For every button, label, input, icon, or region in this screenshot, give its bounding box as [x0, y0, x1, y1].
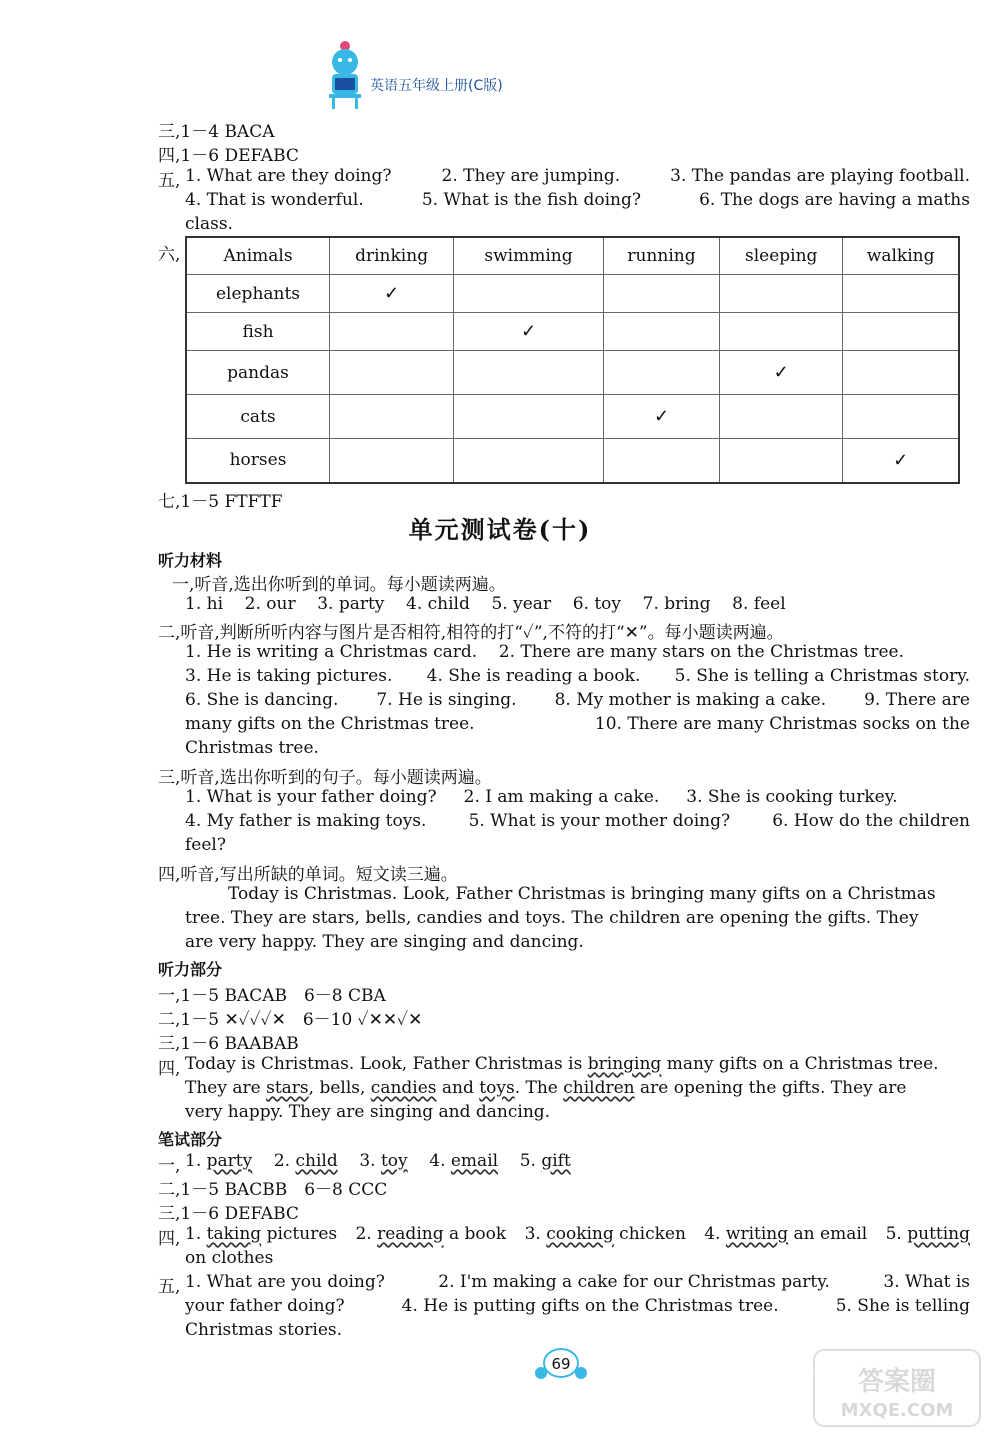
text: Today is Christmas. Look, Father Christmas is	[185, 1054, 588, 1074]
answer-passage-line	[185, 1054, 939, 1074]
text: 3. She is cooking turkey.	[686, 787, 898, 807]
filled-word: stars	[266, 1078, 309, 1098]
text: . The	[514, 1078, 564, 1098]
question-title: 三,听音,选出你听到的句子。每小题读两遍。	[158, 768, 492, 788]
q2-line: Christmas tree.	[185, 738, 319, 758]
check-cell	[843, 351, 959, 395]
check-cell	[454, 395, 604, 439]
answer-item	[886, 1224, 970, 1244]
q3-line: feel?	[185, 835, 226, 855]
answer-item	[704, 1224, 867, 1244]
q2-line	[185, 666, 970, 686]
filled-word: reading	[377, 1224, 444, 1244]
check-cell	[603, 395, 719, 439]
text: 3.	[359, 1151, 381, 1171]
answer-line: Christmas stories.	[185, 1320, 343, 1340]
svg-text:答案圈: 答案圈	[857, 1367, 937, 1397]
check-mark-icon: ✓	[520, 321, 537, 342]
text: 2.	[273, 1151, 296, 1171]
text: 1. What is your father doing?	[185, 787, 437, 807]
text: 8. My mother is making a cake.	[554, 690, 827, 710]
text: 8. feel	[732, 594, 786, 614]
text: 6. She is dancing.	[185, 690, 339, 710]
section-heading: 笔试部分	[158, 1130, 223, 1149]
check-cell	[843, 395, 959, 439]
page-number-badge	[533, 1345, 589, 1383]
question-title: 一,听音,选出你听到的单词。每小题读两遍。	[172, 575, 506, 595]
text: 6. The dogs are having a maths	[699, 190, 970, 210]
check-cell	[843, 275, 959, 313]
table-header: swimming	[454, 237, 604, 275]
filled-word: taking	[206, 1224, 262, 1244]
answer-line	[185, 1224, 970, 1244]
check-cell	[330, 351, 454, 395]
animal-cell: elephants	[186, 275, 330, 313]
text: 1. What are you doing?	[185, 1272, 385, 1292]
check-cell	[330, 395, 454, 439]
q2-line	[185, 714, 970, 734]
answer-line	[185, 1272, 970, 1292]
text: 4.	[429, 1151, 451, 1171]
answer-passage-line: very happy. They are singing and dancing.	[185, 1102, 551, 1122]
text: 7. He is singing.	[376, 690, 517, 710]
answer-line: 二,1－5 BACBB 6－8 CCC	[158, 1180, 388, 1200]
text: They are	[185, 1078, 267, 1098]
check-cell	[720, 351, 843, 395]
answer-item	[185, 1224, 337, 1244]
table-row	[186, 275, 959, 313]
filled-word: email	[450, 1151, 499, 1171]
q2-line	[185, 642, 904, 662]
text: a book	[443, 1224, 507, 1244]
check-cell	[843, 439, 959, 483]
svg-text:MXQE.COM: MXQE.COM	[840, 1400, 954, 1421]
text: 6. How do the children	[772, 811, 970, 831]
table-header: running	[603, 237, 719, 275]
answer-qi: 七,1－5 FTFTF	[158, 492, 283, 512]
check-cell	[720, 439, 843, 483]
question-title: 四,听音,写出所缺的单词。短文读三遍。	[158, 865, 458, 885]
q3-line	[185, 811, 970, 831]
filled-word: gift	[541, 1151, 571, 1171]
text: 9. There are	[864, 690, 970, 710]
filled-word: candies	[370, 1078, 437, 1098]
text: 3.	[524, 1224, 547, 1244]
q2-line	[185, 690, 970, 710]
text: 4. My father is making toys.	[185, 811, 427, 831]
check-cell	[330, 439, 454, 483]
text: 7. bring	[642, 594, 711, 614]
filled-word: toy	[380, 1151, 408, 1171]
text: 3. He is taking pictures.	[185, 666, 393, 686]
unit-title: 单元测试卷(十)	[408, 515, 592, 544]
answer-line: 三,1－6 BAABAB	[158, 1034, 299, 1054]
text: 4. She is reading a book.	[426, 666, 641, 686]
answer-liu-label: 六,	[158, 245, 181, 265]
filled-word: toys	[479, 1078, 515, 1098]
text: 1. What are they doing?	[185, 166, 392, 186]
q1-items	[185, 594, 786, 614]
check-cell	[720, 275, 843, 313]
text: 3. What is	[883, 1272, 970, 1292]
text: 1.	[185, 1224, 207, 1244]
table-header: Animals	[186, 237, 330, 275]
text: and	[436, 1078, 480, 1098]
section-heading: 听力材料	[158, 551, 223, 570]
table-header: walking	[843, 237, 959, 275]
text: , bells,	[308, 1078, 371, 1098]
text: 3. party	[317, 594, 385, 614]
text: 5.	[885, 1224, 908, 1244]
text: 5. year	[491, 594, 552, 614]
answer-line: 一,1－5 BACAB 6－8 CBA	[158, 986, 386, 1006]
answer-passage-line	[185, 1078, 906, 1098]
animals-table	[185, 236, 960, 484]
answer-line: on clothes	[185, 1248, 274, 1268]
text: 1. He is writing a Christmas card.	[185, 642, 478, 662]
check-cell	[454, 351, 604, 395]
text: many gifts on the Christmas tree.	[185, 714, 475, 734]
table-row	[186, 313, 959, 351]
check-cell	[720, 395, 843, 439]
passage-line: tree. They are stars, bells, candies and toys. The children are opening the gifts. They	[185, 908, 919, 928]
text: 1.	[185, 1151, 207, 1171]
check-cell	[603, 275, 719, 313]
check-mark-icon: ✓	[653, 406, 670, 427]
check-cell	[603, 351, 719, 395]
filled-word: child	[295, 1151, 338, 1171]
text: 4. That is wonderful.	[185, 190, 364, 210]
answer-line	[185, 1296, 970, 1316]
passage-line: Today is Christmas. Look, Father Christmas is bringing many gifts on a Christmas	[228, 884, 936, 904]
answer-label: 一,	[158, 1156, 181, 1176]
text: 5. What is your mother doing?	[468, 811, 731, 831]
check-cell	[454, 439, 604, 483]
answer-label: 五,	[158, 1277, 181, 1297]
check-cell	[454, 275, 604, 313]
answer-wu-line3: class.	[185, 214, 233, 234]
answer-si: 四,1－6 DEFABC	[158, 146, 299, 166]
table-header: drinking	[330, 237, 454, 275]
text: 5.	[519, 1151, 542, 1171]
answer-item	[355, 1224, 506, 1244]
answer-label: 四,	[158, 1059, 181, 1079]
filled-word: putting	[907, 1224, 970, 1244]
table-header: sleeping	[720, 237, 843, 275]
text: 2. There are many stars on the Christmas tree.	[498, 642, 905, 662]
answer-wu-line1	[185, 166, 970, 186]
check-cell	[454, 313, 604, 351]
check-mark-icon: ✓	[384, 283, 400, 304]
answer-item	[525, 1224, 686, 1244]
table-header-row	[186, 237, 959, 275]
filled-word: bringing	[587, 1054, 662, 1074]
table-row	[186, 395, 959, 439]
text: 5. She is telling a Christmas story.	[674, 666, 970, 686]
filled-word: writing	[725, 1224, 789, 1244]
filled-word: party	[206, 1151, 253, 1171]
check-cell	[603, 439, 719, 483]
check-cell	[603, 313, 719, 351]
text: an email	[788, 1224, 868, 1244]
check-mark-icon: ✓	[773, 362, 789, 383]
text: many gifts on a Christmas tree.	[661, 1054, 939, 1074]
animal-cell: horses	[186, 439, 330, 483]
answer-wu-label: 五,	[158, 171, 181, 191]
check-cell	[330, 313, 454, 351]
filled-word: children	[563, 1078, 635, 1098]
text: 4.	[704, 1224, 726, 1244]
answer-line: 二,1－5 ✕✓✓✓✕ 6－10 ✓✕✕✓✕	[158, 1010, 423, 1030]
text: pictures	[261, 1224, 338, 1244]
text: your father doing?	[185, 1296, 345, 1316]
text: 4. child	[406, 594, 470, 614]
check-cell	[330, 275, 454, 313]
text: 2. I am making a cake.	[463, 787, 660, 807]
animal-cell: pandas	[186, 351, 330, 395]
question-title: 二,听音,判断所听内容与图片是否相符,相符的打“✓”,不符的打“✕”。每小题读两遍。	[158, 623, 784, 643]
answer-line	[185, 1151, 571, 1171]
answer-label: 四,	[158, 1229, 181, 1249]
page-number: 69	[551, 1355, 571, 1373]
answer-wu-line2	[185, 190, 970, 210]
table-row	[186, 351, 959, 395]
text: 5. What is the fish doing?	[421, 190, 641, 210]
text: 5. She is telling	[835, 1296, 970, 1316]
check-cell	[720, 313, 843, 351]
text: 1. hi	[185, 594, 224, 614]
filled-word: cooking	[546, 1224, 614, 1244]
section-heading: 听力部分	[158, 960, 223, 979]
text: 2. our	[244, 594, 296, 614]
q3-line	[185, 787, 898, 807]
answer-san: 三,1－4 BACA	[158, 122, 275, 142]
text: 3. The pandas are playing football.	[670, 166, 970, 186]
text: 2. I'm making a cake for our Christmas party.	[438, 1272, 830, 1292]
text: 10. There are many Christmas socks on the	[594, 714, 970, 734]
passage-line: are very happy. They are singing and dancing.	[185, 932, 584, 952]
check-cell	[843, 313, 959, 351]
animal-cell: fish	[186, 313, 330, 351]
text: chicken	[613, 1224, 686, 1244]
table-row	[186, 439, 959, 483]
animal-cell: cats	[186, 395, 330, 439]
mascot-logo	[323, 38, 367, 110]
answer-line: 三,1－6 DEFABC	[158, 1204, 299, 1224]
text: 2.	[355, 1224, 378, 1244]
text: 6. toy	[572, 594, 621, 614]
book-title: 英语五年级上册(C版)	[370, 78, 503, 94]
watermark-logo	[812, 1348, 982, 1428]
text: 4. He is putting gifts on the Christmas tree.	[401, 1296, 779, 1316]
text: are opening the gifts. They are	[634, 1078, 907, 1098]
check-mark-icon: ✓	[893, 449, 909, 471]
text: 2. They are jumping.	[441, 166, 621, 186]
